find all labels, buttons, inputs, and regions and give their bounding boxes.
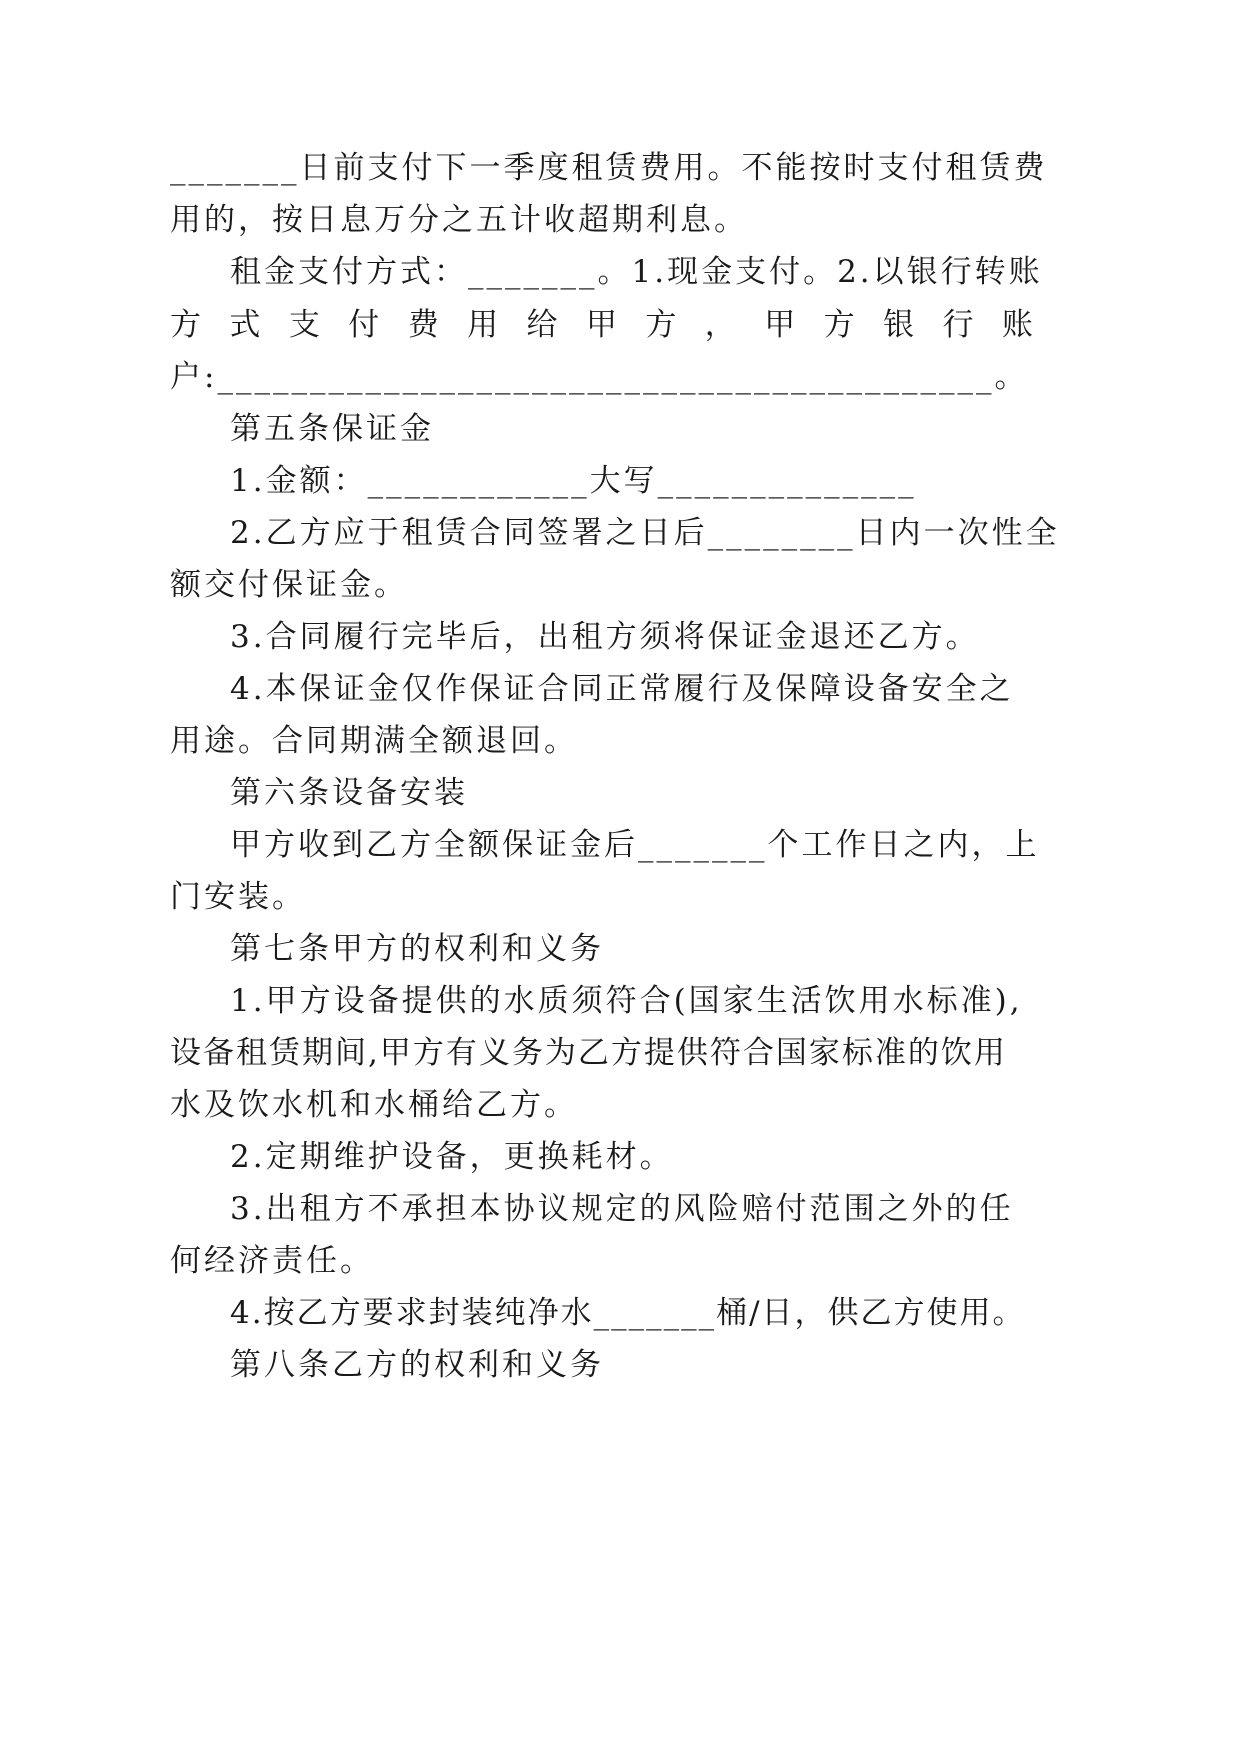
text-line-10: 3.合同履行完毕后，出租方须将保证金退还乙方。 (230, 619, 980, 655)
text-line-7: 1.金额：____________大写______________ (230, 463, 917, 499)
section-heading-5: 第五条保证金 (230, 411, 434, 447)
section-heading-6: 第六条设备安装 (230, 775, 468, 811)
text-line-22: 何经济责任。 (170, 1243, 374, 1279)
text-line-8: 2.乙方应于租赁合同签署之日后________日内一次性全 (230, 515, 1060, 551)
text-line-4-justified: 方 式 支 付 费 用 给 甲 方 ， 甲 方 银 行 账 (170, 307, 1033, 343)
text-line-11: 4.本保证金仅作保证合同正常履行及保障设备安全之 (230, 671, 1014, 707)
text-line-17: 1.甲方设备提供的水质须符合(国家生活饮用水标准), (230, 983, 1023, 1019)
text-line-18: 设备租赁期间,甲方有义务为乙方提供符合国家标准的饮用 (170, 1035, 1007, 1071)
text-line-21: 3.出租方不承担本协议规定的风险赔付范围之外的任 (230, 1191, 1014, 1227)
text-line-3: 租金支付方式：_______。1.现金支付。2.以银行转账 (230, 254, 1043, 290)
text-line-19: 水及饮水机和水桶给乙方。 (170, 1087, 578, 1123)
text-line-1: _______日前支付下一季度租赁费用。不能按时支付租赁费 (170, 150, 1048, 186)
text-line-15: 门安装。 (170, 879, 306, 915)
section-heading-8: 第八条乙方的权利和义务 (230, 1347, 604, 1383)
text-line-2: 用的，按日息万分之五计收超期利息。 (170, 202, 748, 238)
text-line-5: 户:__________________________________________。 (170, 359, 1029, 395)
section-heading-7: 第七条甲方的权利和义务 (230, 931, 604, 967)
text-line-12: 用途。合同期满全额退回。 (170, 723, 578, 759)
text-line-23: 4.按乙方要求封装纯净水_______桶/日，供乙方使用。 (230, 1295, 1026, 1331)
text-line-9: 额交付保证金。 (170, 567, 408, 603)
text-line-14: 甲方收到乙方全额保证金后_______个工作日之内，上 (230, 827, 1040, 863)
text-line-20: 2.定期维护设备，更换耗材。 (230, 1139, 674, 1175)
